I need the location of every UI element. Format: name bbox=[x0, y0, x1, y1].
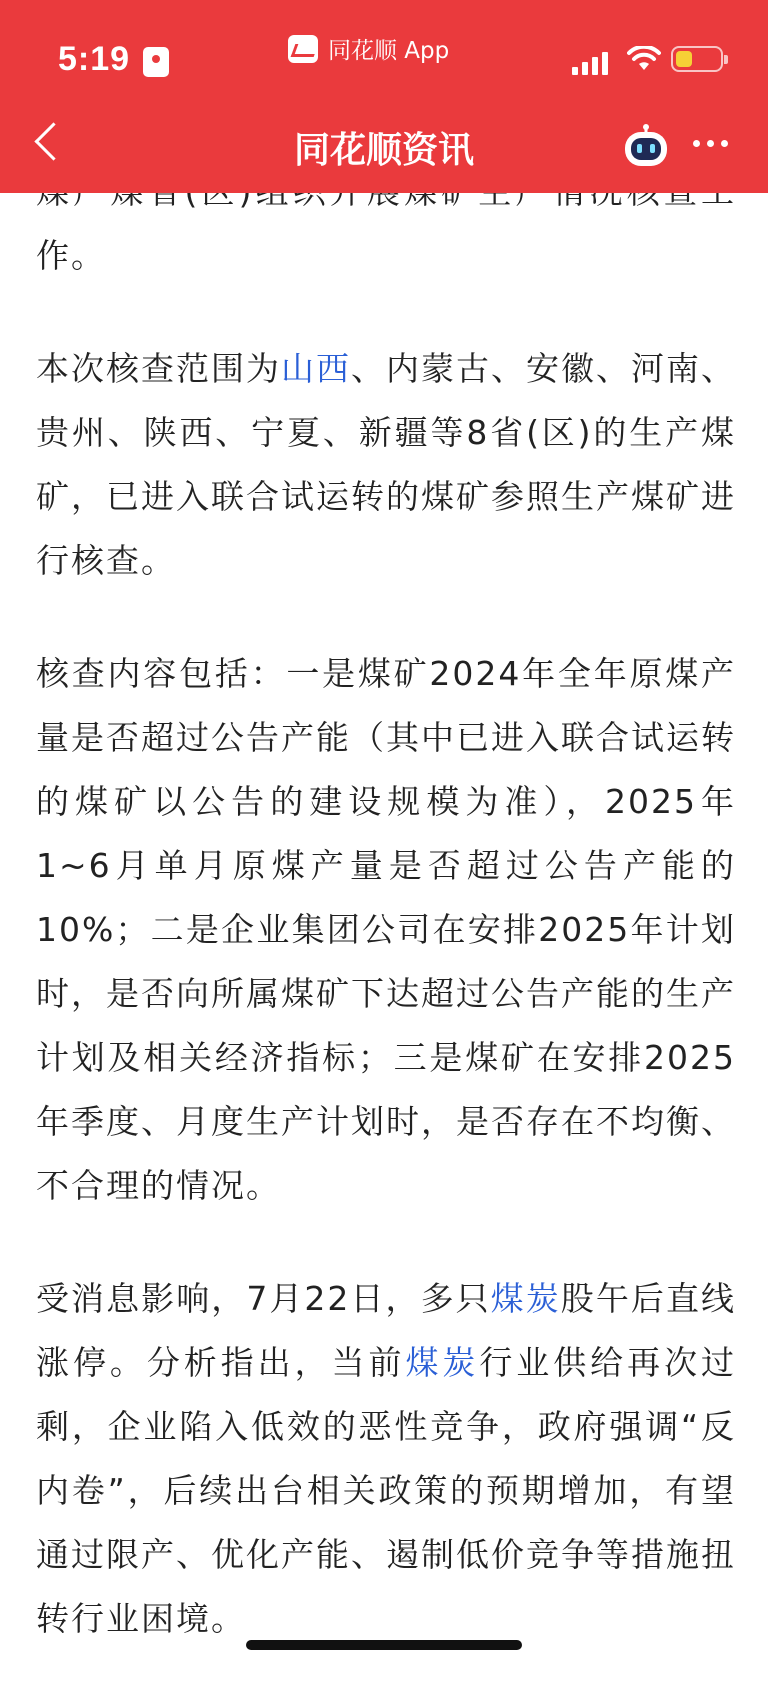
robot-icon[interactable] bbox=[622, 124, 670, 168]
stock-link-shanxi[interactable]: 山西 bbox=[281, 349, 351, 388]
paragraph-text: 、内蒙古、安徽、河南、贵州、陕西、宁夏、新疆等8省(区)的生产煤矿，已进入联合试运转的煤矿参照生产煤矿进行核查。 bbox=[36, 349, 736, 580]
status-time: 5:19 bbox=[58, 40, 131, 78]
status-app-label[interactable] bbox=[288, 32, 449, 65]
paragraph-text: 作。 bbox=[36, 236, 106, 275]
paragraph-text: 本次核查范围为 bbox=[36, 349, 281, 388]
article-paragraph bbox=[36, 642, 736, 1218]
contact-card-icon bbox=[143, 47, 169, 77]
page-title: 同花顺资讯 bbox=[293, 130, 474, 171]
article-body bbox=[36, 160, 736, 1700]
app-header bbox=[0, 0, 768, 193]
battery-icon bbox=[671, 46, 723, 72]
paragraph-text: 股午后直线涨停。分析指出，当前 bbox=[36, 1279, 736, 1382]
status-app-name: 同花顺 App bbox=[328, 38, 450, 64]
article-paragraph bbox=[36, 1267, 736, 1651]
paragraph-text: 行业供给再次过剩，企业陷入低效的恶性竞争，政府强调“反内卷”，后续出台相关政策的预期增加，有望通过限产、优化产能、遏制低价竞争等措施扭转行业困境。 bbox=[36, 1343, 737, 1638]
paragraph-text: 受消息影响，7月22日，多只 bbox=[36, 1279, 491, 1318]
cellular-signal-icon bbox=[572, 52, 608, 75]
more-dots-icon[interactable] bbox=[693, 140, 728, 147]
paragraph-text: 核查内容包括：一是煤矿2024年全年原煤产量是否超过公告产能（其中已进入联合试运转的煤矿以公告的建设规模为准），2025年1~6月单月原煤产量是否超过公告产能的10%；二是企业集团公司在安排2025年计划时，是否向所属煤矿下达超过公告产能的生产计划及相关经济指标；三是煤矿在安排2025年季度、月度生产计划时，是否存在不均衡、不合理的情况。 bbox=[36, 654, 736, 1205]
stock-link-coal[interactable]: 煤炭 bbox=[405, 1343, 480, 1382]
article-paragraph bbox=[36, 337, 736, 593]
wifi-icon bbox=[627, 46, 661, 72]
stock-link-coal[interactable]: 煤炭 bbox=[490, 1279, 561, 1318]
home-indicator[interactable] bbox=[246, 1640, 522, 1650]
app-logo-icon bbox=[288, 35, 318, 63]
